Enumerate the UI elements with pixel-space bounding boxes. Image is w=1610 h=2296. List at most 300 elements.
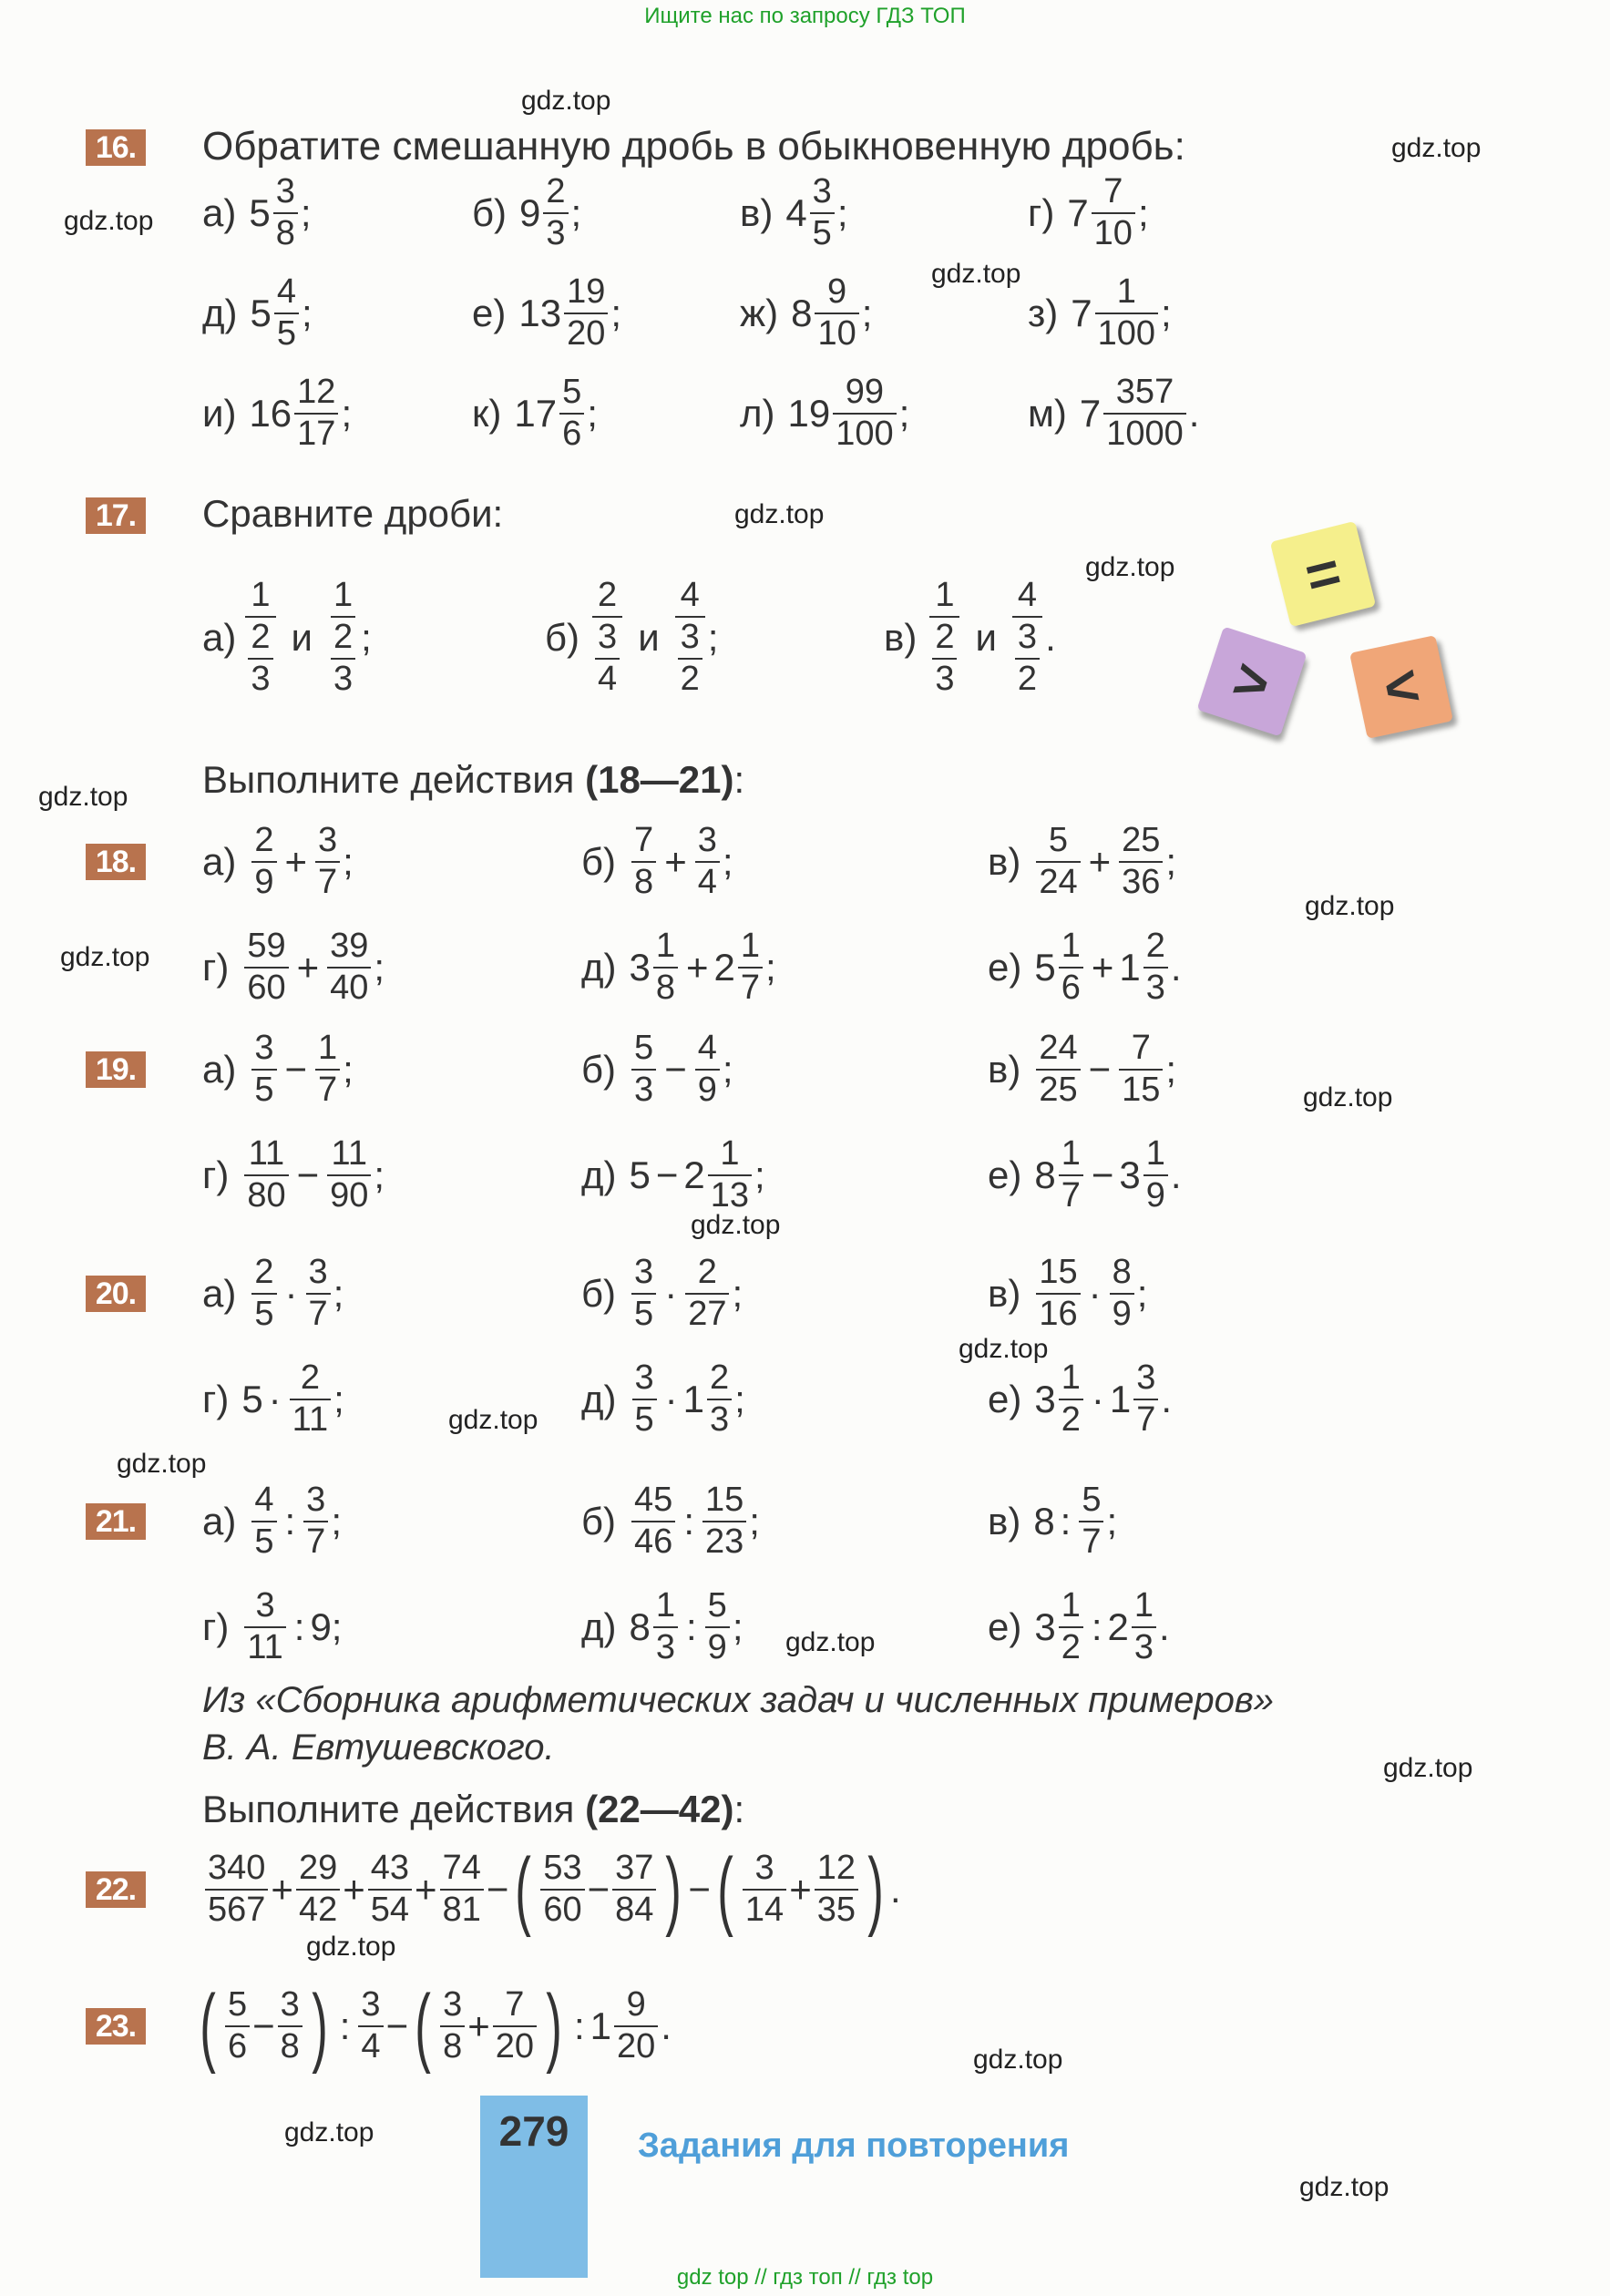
item-label: г): [202, 1378, 230, 1420]
fraction: [306, 1253, 331, 1334]
punctuation: ;: [749, 1500, 760, 1543]
watermark: gdz.top: [117, 1449, 207, 1479]
operator: :: [1091, 1605, 1102, 1648]
expression-item: [988, 1345, 1172, 1454]
fraction: [1133, 1358, 1158, 1440]
denominator: 80: [244, 1174, 288, 1216]
denominator: 10: [1092, 212, 1135, 254]
numerator: 11: [248, 1134, 285, 1174]
denominator: 5: [251, 1293, 276, 1335]
numerator: 25: [1122, 821, 1161, 860]
problem-title: Сравните дроби:: [202, 492, 504, 535]
whole-part: 5: [629, 1153, 651, 1196]
numerator: 15: [1039, 1253, 1078, 1292]
denominator: 25: [1036, 1069, 1080, 1111]
complex-fraction: $\frac{1}{\frac{2}{3}}$: [245, 576, 275, 699]
item-label: д): [581, 1605, 617, 1648]
punctuation: ;: [343, 840, 354, 883]
whole-part: 2: [1107, 1605, 1129, 1648]
problem-number: 16.: [86, 129, 146, 166]
numerator: 1: [655, 927, 675, 966]
fraction: [653, 927, 678, 1008]
page-number: 279: [498, 2107, 569, 2155]
operator: −: [1091, 1153, 1114, 1196]
fraction: [1059, 1586, 1083, 1667]
item-label: е): [988, 1153, 1022, 1196]
fraction: [631, 821, 656, 902]
fraction: [251, 821, 276, 902]
denominator: 60: [244, 967, 288, 1009]
fraction: [1059, 927, 1083, 1008]
numerator: 1: [1133, 1586, 1154, 1625]
expression-item: [988, 1239, 1147, 1348]
item-label: в): [988, 1272, 1021, 1315]
numerator: 11: [331, 1134, 367, 1174]
denominator: 5: [274, 313, 299, 354]
operator: −: [655, 1153, 679, 1196]
item-label: г): [202, 1605, 230, 1648]
fraction: [1092, 172, 1135, 253]
problem-number: 22.: [86, 1871, 146, 1908]
denominator: 5: [810, 212, 835, 254]
whole-part: 1: [1119, 946, 1141, 989]
fraction: [705, 1586, 730, 1667]
item-label: г): [202, 1153, 230, 1196]
item-label: а): [202, 191, 237, 234]
denominator: 23: [702, 1521, 746, 1563]
item-label: б): [581, 1272, 617, 1315]
whole-part: 7: [1071, 292, 1092, 334]
fraction: [1103, 373, 1186, 454]
operator: +: [296, 946, 320, 989]
whole-part: 7: [1067, 191, 1089, 234]
watermark: gdz.top: [1303, 1082, 1393, 1112]
complex-fraction: $\frac{4}{\frac{3}{2}}$: [1012, 576, 1042, 699]
fraction: [303, 1481, 328, 1562]
mixed-fraction-item: [202, 359, 352, 468]
expression-item: [202, 1467, 342, 1576]
item-label: ж): [740, 292, 779, 334]
fraction: [1036, 1029, 1080, 1110]
numerator: 3: [318, 821, 338, 860]
numerator: 3: [812, 172, 832, 211]
top-banner[interactable]: Ищите нас по запросу ГДЗ ТОП: [644, 4, 966, 28]
denominator: 7: [1059, 1174, 1083, 1216]
watermark: gdz.top: [1085, 552, 1175, 582]
punctuation: ;: [1165, 1048, 1177, 1091]
whole-part: 3: [629, 946, 651, 989]
watermark: gdz.top: [1391, 133, 1482, 163]
fraction: [251, 1481, 276, 1562]
expression-item: [581, 1467, 760, 1576]
operator: −: [664, 1048, 687, 1091]
watermark: gdz.top: [734, 499, 825, 529]
problem-number: 21.: [86, 1503, 146, 1540]
greater-card: >: [1197, 627, 1307, 737]
denominator: 1000: [1103, 413, 1186, 455]
denominator: 7: [315, 1069, 340, 1111]
fraction: [833, 373, 896, 454]
denominator: 8: [631, 861, 656, 903]
fraction: [327, 927, 371, 1008]
less-card: <: [1349, 635, 1453, 739]
expression-item: [581, 1015, 733, 1124]
numerator: 8: [1112, 1253, 1132, 1292]
fraction: [1036, 821, 1080, 902]
punctuation: .: [1170, 1153, 1182, 1196]
fraction: [708, 1134, 752, 1215]
numerator: 3: [306, 1481, 326, 1520]
item-label: д): [581, 1378, 617, 1420]
watermark: gdz.top: [64, 206, 154, 236]
watermark: gdz.top: [284, 2117, 374, 2147]
punctuation: .: [1170, 946, 1182, 989]
punctuation: ;: [333, 1272, 344, 1315]
denominator: 3: [1132, 1626, 1156, 1668]
watermark: gdz.top: [448, 1405, 538, 1435]
numerator: 1: [1061, 1134, 1081, 1174]
watermark: gdz.top: [691, 1210, 781, 1240]
numerator: 1: [740, 927, 761, 966]
numerator: 3: [634, 1253, 654, 1292]
punctuation: ;: [1106, 1500, 1118, 1543]
numerator: 5: [1082, 1481, 1102, 1520]
denominator: 5: [631, 1293, 656, 1335]
numerator: 1: [655, 1586, 675, 1625]
punctuation: ;: [610, 292, 622, 334]
item-label: б): [581, 1048, 617, 1091]
operator: ·: [664, 1378, 678, 1420]
whole-part: 5: [249, 191, 271, 234]
operator: :: [293, 1605, 305, 1648]
watermark: gdz.top: [38, 782, 128, 812]
expression-item: [202, 1015, 354, 1124]
denominator: 16: [1036, 1293, 1080, 1335]
numerator: 2: [300, 1358, 320, 1398]
item-label: л): [740, 392, 775, 435]
punctuation: ;: [722, 1048, 733, 1091]
operator: ·: [1091, 1378, 1104, 1420]
fraction: [1119, 821, 1163, 902]
fraction: [695, 1029, 720, 1110]
numerator: 9: [827, 272, 847, 312]
denominator: 100: [833, 413, 896, 455]
numerator: 39: [330, 927, 369, 966]
problem-number: 20.: [86, 1276, 146, 1312]
expression-item: [988, 1015, 1176, 1124]
and-word: и: [291, 616, 313, 659]
punctuation: ;: [765, 946, 776, 989]
denominator: 11: [290, 1399, 331, 1440]
fraction: [244, 927, 288, 1008]
watermark: gdz.top: [1299, 2172, 1390, 2202]
item-label: а): [202, 1272, 237, 1315]
numerator: 4: [276, 272, 296, 312]
denominator: 7: [315, 861, 340, 903]
bottom-links[interactable]: gdz top // гдз топ // гдз top: [676, 2265, 934, 2290]
numerator: 2: [1145, 927, 1165, 966]
expression-item: [202, 1573, 342, 1682]
watermark: gdz.top: [959, 1334, 1049, 1364]
numerator: 24: [1039, 1029, 1078, 1068]
fraction: [707, 1358, 732, 1440]
denominator: 2: [1059, 1399, 1083, 1440]
whole-part: 8: [1033, 1500, 1055, 1543]
whole-part: 3: [1034, 1605, 1056, 1648]
punctuation: ;: [1165, 840, 1177, 883]
numerator: 3: [634, 1358, 654, 1398]
mixed-fraction-item: [472, 259, 621, 368]
item-label: е): [988, 946, 1022, 989]
expression-22: $\frac{340}{567}$ + $\frac{29}{42}$ + $\frac{43}{54}$ + $\frac{74}{81}$ − ( $\frac{53}{60}$ − $\frac{37}{84}$ ) − ( $\frac{3}{14}$ + $\frac{12}{35}$ ) .: [202, 1835, 901, 1944]
fraction: [244, 1134, 288, 1215]
fraction: [559, 373, 584, 454]
mixed-fraction-item: [740, 359, 909, 468]
operator: −: [1088, 1048, 1112, 1091]
item-label: в): [988, 1500, 1021, 1543]
punctuation: .: [1159, 1605, 1170, 1648]
whole-part: 2: [683, 1153, 705, 1196]
fraction: [273, 172, 298, 253]
fraction: [1059, 1134, 1083, 1215]
whole-part: 8: [629, 1605, 651, 1648]
denominator: 20: [564, 313, 608, 354]
watermark: gdz.top: [973, 2045, 1063, 2075]
punctuation: .: [1161, 1378, 1173, 1420]
problem-number: 17.: [86, 497, 146, 534]
expression-item: [581, 807, 733, 917]
denominator: 7: [1079, 1521, 1103, 1563]
denominator: 24: [1036, 861, 1080, 903]
fraction: [1059, 1358, 1083, 1440]
expression-item: [988, 807, 1176, 917]
punctuation: ;: [1161, 292, 1172, 334]
expression-item: [581, 913, 776, 1022]
punctuation: ;: [898, 392, 910, 435]
problem-number: 19.: [86, 1051, 146, 1088]
item-label: д): [202, 292, 238, 334]
punctuation: ;: [302, 292, 313, 334]
complex-fraction: $\frac{4}{\frac{3}{2}}$: [675, 576, 705, 699]
numerator: 2: [254, 1253, 274, 1292]
fraction: [702, 1481, 746, 1562]
operator: −: [296, 1153, 320, 1196]
denominator: 7: [1133, 1399, 1158, 1440]
watermark: gdz.top: [785, 1627, 876, 1657]
denominator: 8: [273, 212, 298, 254]
item-label: и): [202, 392, 237, 435]
item-label: г): [202, 946, 230, 989]
numerator: 4: [254, 1481, 274, 1520]
equals-card: =: [1270, 521, 1376, 627]
operator: +: [284, 840, 308, 883]
fraction: [685, 1253, 729, 1334]
numerator: 3: [275, 172, 295, 211]
item-label: а): [202, 840, 237, 883]
expression-23: ( $\frac{5}{6}$ − $\frac{3}{8}$ ) : $\frac{3}{4}$ − ( $\frac{3}{8}$ + $\frac{7}{20}$ ) : 1 $\frac{9}{20}$ .: [200, 1977, 672, 2075]
item-label: в): [988, 840, 1021, 883]
fraction: [631, 1253, 656, 1334]
numerator: 7: [634, 821, 654, 860]
denominator: 46: [631, 1521, 675, 1563]
source-line: Из «Сборника арифметических задач и численных примеров»: [202, 1680, 1274, 1720]
denominator: 40: [327, 967, 371, 1009]
numerator: 5: [1048, 821, 1069, 860]
mixed-fraction-item: [202, 259, 313, 368]
fraction: [1036, 1253, 1080, 1334]
fraction: [315, 1029, 340, 1110]
numerator: 7: [1103, 172, 1123, 211]
numerator: 7: [1131, 1029, 1151, 1068]
numerator: 2: [710, 1358, 730, 1398]
item-label: з): [1028, 292, 1059, 334]
item-label: е): [988, 1605, 1022, 1648]
whole-part: 5: [250, 292, 272, 334]
problem-number: 23.: [86, 2008, 146, 2045]
denominator: 9: [695, 1069, 720, 1111]
source-line: В. А. Евтушевского.: [202, 1727, 555, 1768]
watermark: gdz.top: [60, 942, 150, 972]
and-word: и: [975, 616, 997, 659]
numerator: 15: [705, 1481, 744, 1520]
operator: ·: [1088, 1272, 1102, 1315]
complex-fraction: $\frac{1}{\frac{2}{3}}$: [929, 576, 959, 699]
denominator: 2: [1059, 1626, 1083, 1668]
fraction: [1143, 927, 1168, 1008]
whole-part: 16: [249, 392, 292, 435]
and-word: и: [638, 616, 660, 659]
denominator: 27: [685, 1293, 729, 1335]
whole-part: 13: [518, 292, 562, 334]
item-label: б): [581, 840, 617, 883]
numerator: 1: [1116, 272, 1136, 312]
denominator: 5: [632, 1399, 657, 1440]
operator: ·: [268, 1378, 282, 1420]
item-label: а): [202, 1500, 237, 1543]
fraction: [327, 1134, 371, 1215]
denominator: 90: [327, 1174, 371, 1216]
numerator: 3: [254, 1029, 274, 1068]
denominator: 5: [251, 1069, 276, 1111]
denominator: 6: [1059, 967, 1083, 1009]
item-label: е): [472, 292, 507, 334]
expression-item: [202, 1345, 344, 1454]
operator: +: [1088, 840, 1112, 883]
instruction: Выполните действия (22—42):: [202, 1788, 745, 1830]
punctuation: .: [1188, 392, 1200, 435]
whole-part: 17: [514, 392, 558, 435]
mixed-fraction-item: [472, 159, 581, 268]
numerator: 12: [297, 373, 336, 412]
expression-item: [581, 1121, 765, 1230]
denominator: 6: [559, 413, 584, 455]
denominator: 3: [1143, 967, 1168, 1009]
denominator: 15: [1119, 1069, 1163, 1111]
denominator: 9: [1110, 1293, 1134, 1335]
numerator: 45: [634, 1481, 673, 1520]
expression-item: [581, 1345, 745, 1454]
item-label: в): [740, 191, 774, 234]
fraction: [274, 272, 299, 354]
fraction: [564, 272, 608, 354]
item-label: д): [581, 946, 617, 989]
whole-part: 2: [713, 946, 735, 989]
punctuation: ;: [333, 1378, 344, 1420]
denominator: 9: [705, 1626, 730, 1668]
item-label: г): [1028, 191, 1055, 234]
mixed-fraction-item: [1028, 159, 1149, 268]
fraction: [1079, 1481, 1103, 1562]
operator: :: [284, 1500, 296, 1543]
expression-item: [202, 807, 354, 917]
numerator: 1: [1061, 1358, 1081, 1398]
numerator: 1: [1061, 1586, 1081, 1625]
denominator: 9: [251, 861, 276, 903]
instruction: Выполните действия (18—21):: [202, 758, 745, 801]
watermark: gdz.top: [1305, 891, 1395, 921]
whole-part: 4: [785, 191, 807, 234]
denominator: 3: [707, 1399, 732, 1440]
item-label: а): [202, 1048, 237, 1091]
expression-item: [581, 1573, 743, 1682]
problem-number: 18.: [86, 844, 146, 880]
numerator: 2: [546, 172, 566, 211]
fraction: [315, 821, 340, 902]
punctuation: ;: [1136, 1272, 1148, 1315]
whole-part: 7: [1079, 392, 1102, 435]
item-label: б): [581, 1500, 617, 1543]
punctuation: ;: [331, 1500, 342, 1543]
numerator: 5: [562, 373, 582, 412]
numerator: 2: [697, 1253, 717, 1292]
fraction: [1110, 1253, 1134, 1334]
fraction: [1143, 1134, 1168, 1215]
whole-part: 9: [519, 191, 541, 234]
punctuation: ;: [300, 191, 312, 234]
punctuation: ;: [341, 392, 353, 435]
operator: +: [686, 946, 709, 989]
denominator: 3: [653, 1626, 678, 1668]
item-label: в): [988, 1048, 1021, 1091]
numerator: 19: [567, 272, 606, 312]
numerator: 3: [697, 821, 717, 860]
denominator: 10: [815, 313, 858, 354]
operator: :: [686, 1605, 697, 1648]
complex-fraction: $\frac{\frac{1}{2}}{3}$: [328, 576, 358, 699]
whole-part: 1: [1109, 1378, 1132, 1420]
whole-part: 5: [1034, 946, 1056, 989]
denominator: 4: [695, 861, 720, 903]
fraction: [1119, 1029, 1163, 1110]
numerator: 5: [707, 1586, 727, 1625]
punctuation: ;: [570, 191, 582, 234]
punctuation: ;: [734, 1378, 745, 1420]
whole-part: 8: [1034, 1153, 1056, 1196]
item-label: а): [202, 616, 237, 659]
punctuation: ;: [587, 392, 598, 435]
punctuation: ;: [343, 1048, 354, 1091]
mixed-fraction-item: [202, 159, 312, 268]
denominator: 5: [251, 1521, 276, 1563]
numerator: 3: [1136, 1358, 1156, 1398]
problem-title: Обратите смешанную дробь в обыкновенную дробь:: [202, 124, 1185, 169]
mixed-fraction-item: [472, 359, 598, 468]
operator: ·: [664, 1272, 678, 1315]
mixed-fraction-item: [740, 159, 847, 268]
punctuation: ;: [754, 1153, 765, 1196]
fraction: [815, 272, 858, 354]
whole-part: 3: [1119, 1153, 1141, 1196]
